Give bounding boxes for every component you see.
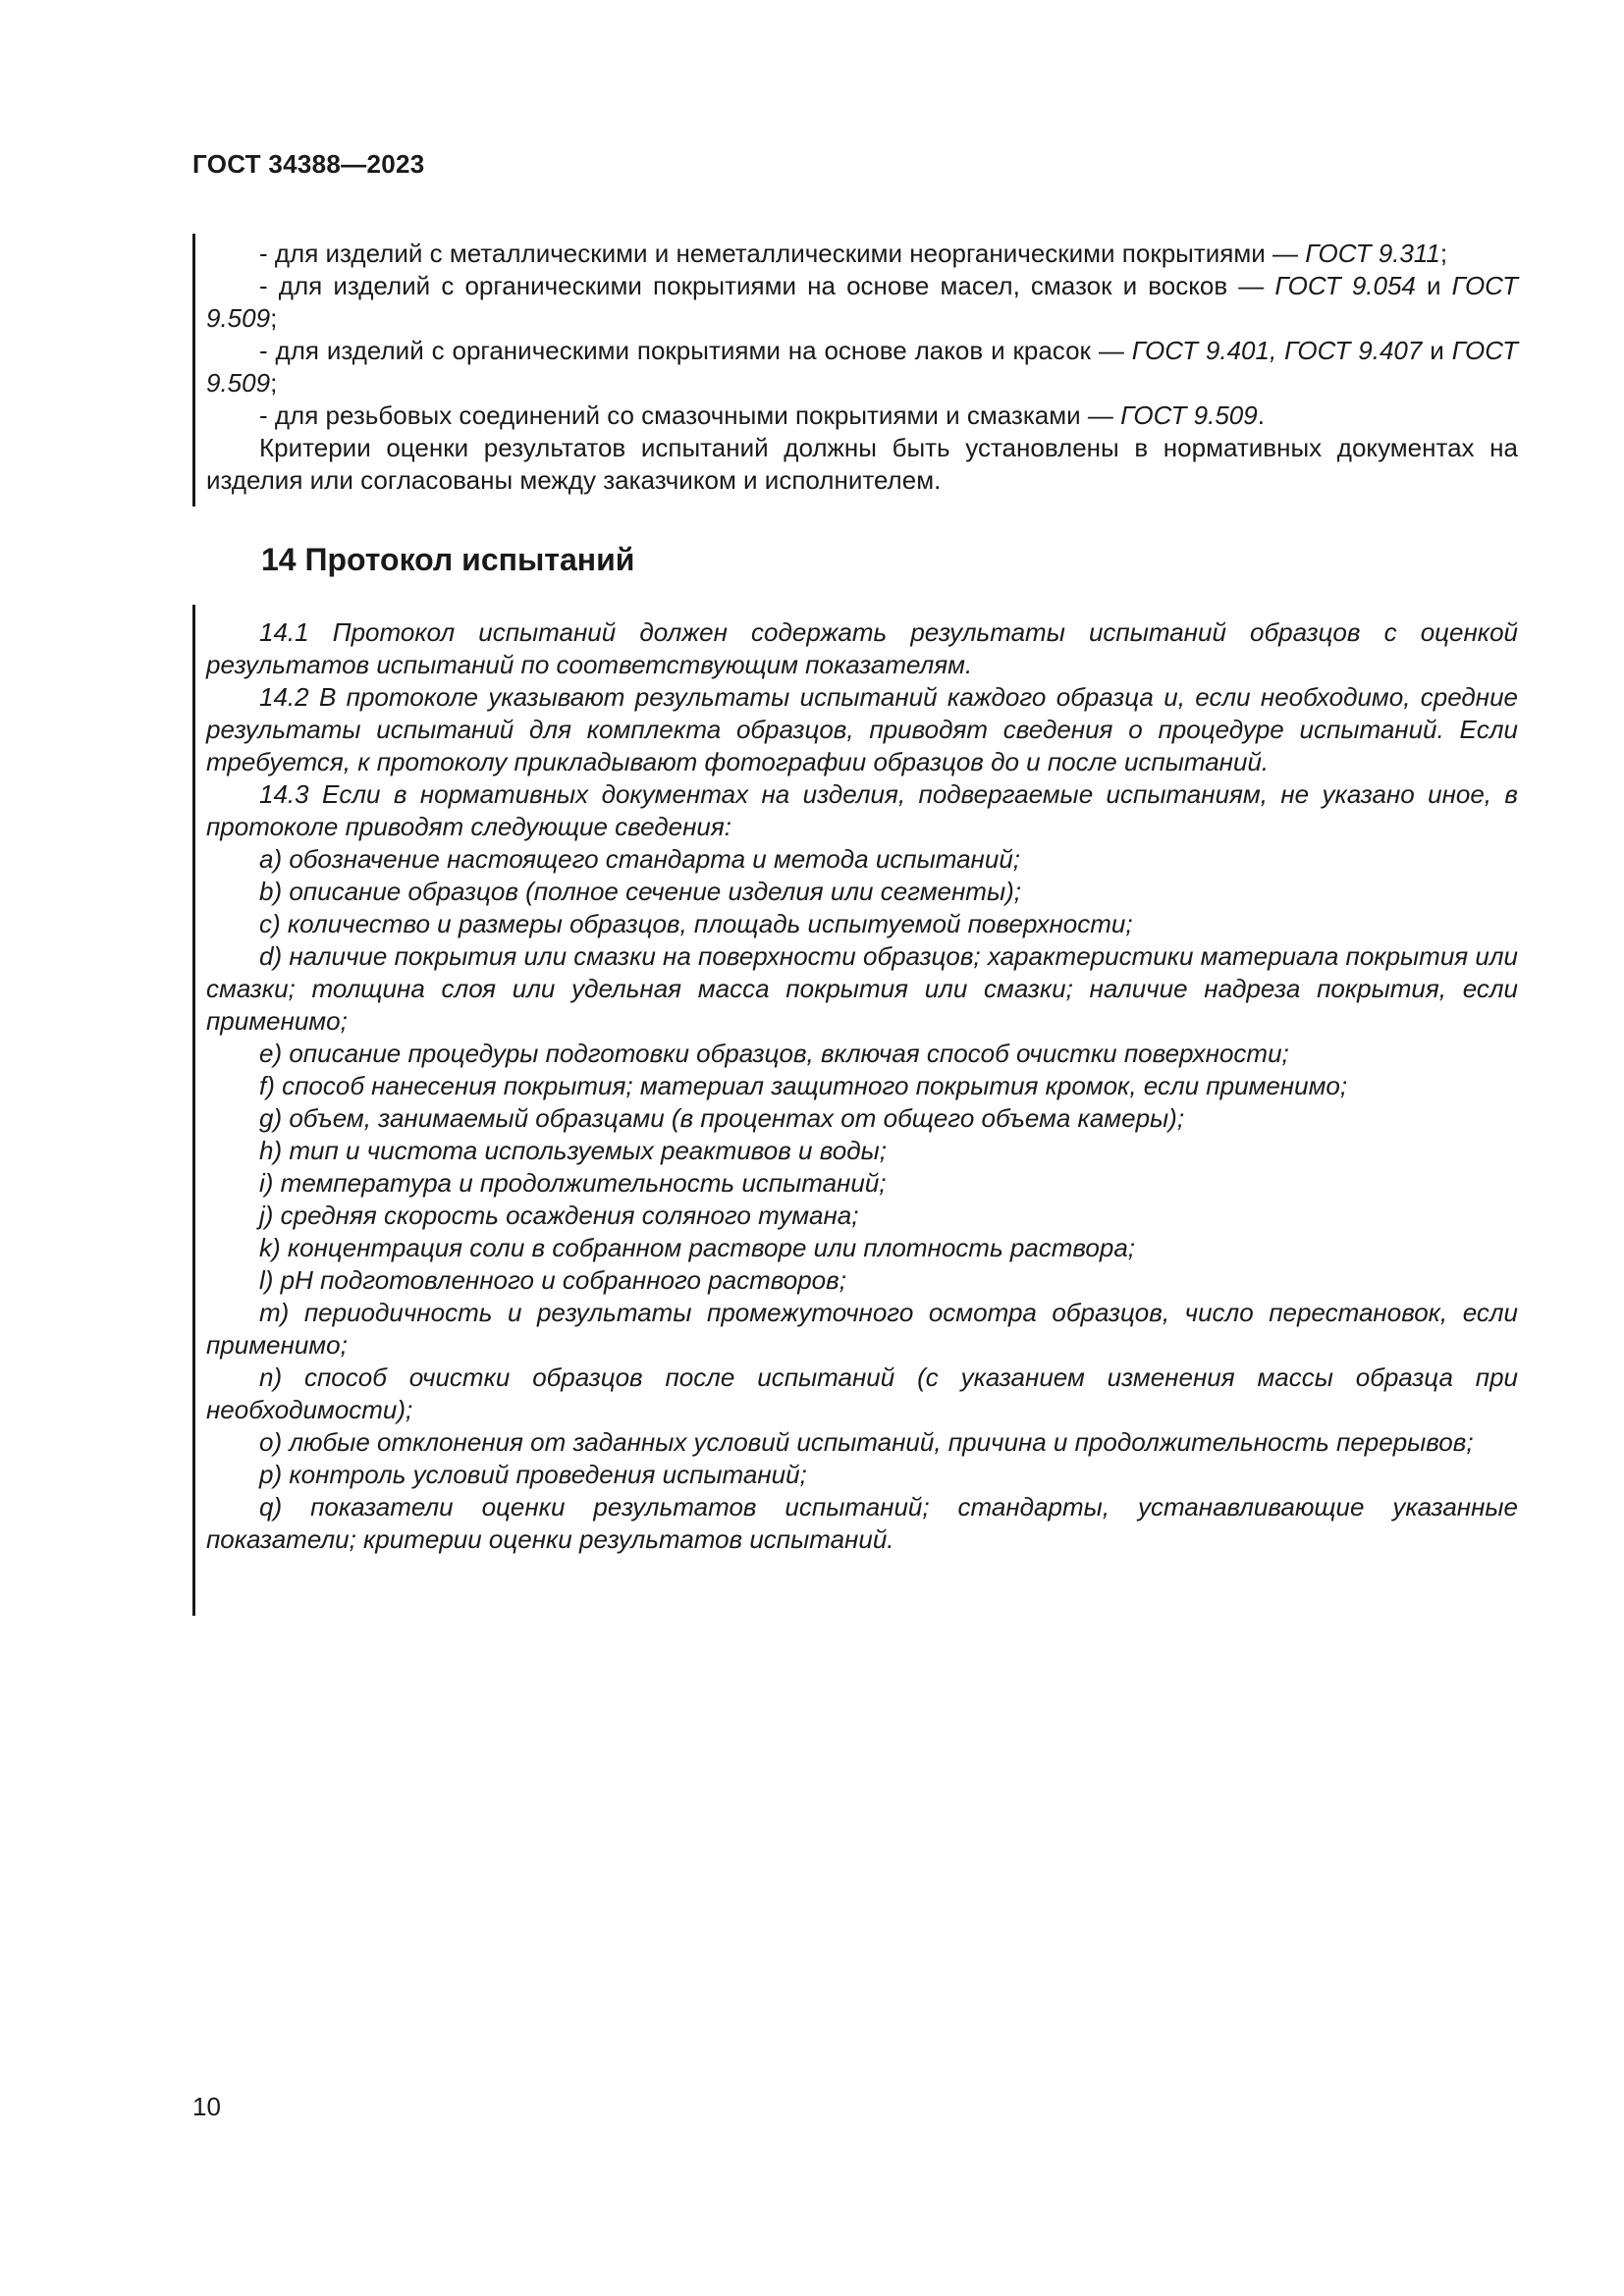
list-item-b: b) описание образцов (полное сечение изделия или сегменты); xyxy=(259,877,1021,906)
revision-bar-top xyxy=(192,234,195,507)
criteria-item: - для резьбовых соединений со смазочными покрытиями и смазками — ГОСТ 9.509. xyxy=(259,400,1265,430)
document-id: ГОСТ 34388—2023 xyxy=(192,149,425,179)
list-item-k: k) концентрация соли в собранном растворе или плотность раствора; xyxy=(259,1233,1136,1262)
list-item-h: h) тип и чистота используемых реактивов и воды; xyxy=(259,1136,887,1165)
list-item-p: p) контроль условий проведения испытаний; xyxy=(259,1460,807,1489)
clause-14-1: 14.1 Протокол испытаний должен содержать результаты испытаний образцов с оценкой результатов испытаний по соответствующим показателям. xyxy=(206,617,1518,679)
list-item-o: o) любые отклонения от заданных условий испытаний, причина и продолжительность перерывов; xyxy=(259,1427,1474,1457)
section-heading: 14 Протокол испытаний xyxy=(261,542,635,577)
criteria-item: - для изделий с органическими покрытиями на основе масел, смазок и восков — ГОСТ 9.054 и ГОСТ 9.509; xyxy=(206,271,1518,333)
clause-14-2: 14.2 В протоколе указывают результаты испытаний каждого образца и, если необходимо, средние результаты испытаний для комплекта образцов, приводят сведения о процедуре испытаний. Если требуется, к протоколу прикладывают фотографии образцов до и после испытаний. xyxy=(206,682,1518,776)
list-item-q: q) показатели оценки результатов испытаний; стандарты, устанавливающие указанные показатели; критерии оценки результатов испытаний. xyxy=(206,1492,1518,1554)
criteria-item: - для изделий с металлическими и неметаллическими неорганическими покрытиями — ГОСТ 9.311; xyxy=(259,239,1448,268)
criteria-block xyxy=(206,238,1518,497)
page-number: 10 xyxy=(192,2092,221,2121)
list-item-e: e) описание процедуры подготовки образцов, включая способ очистки поверхности; xyxy=(259,1039,1289,1068)
list-item-m: m) периодичность и результаты промежуточного осмотра образцов, число перестановок, если применимо; xyxy=(206,1298,1518,1360)
list-item-i: i) температура и продолжительность испытаний; xyxy=(259,1168,887,1198)
criteria-note: Критерии оценки результатов испытаний должны быть установлены в нормативных документах на изделия или согласованы между заказчиком и исполнителем. xyxy=(206,433,1518,495)
list-item-f: f) способ нанесения покрытия; материал защитного покрытия кромок, если применимо; xyxy=(259,1071,1348,1100)
list-item-g: g) объем, занимаемый образцами (в процентах от общего объема камеры); xyxy=(259,1103,1185,1133)
clause-14-3: 14.3 Если в нормативных документах на изделия, подвергаемые испытаниям, не указано иное, в протоколе приводят следующие сведения: xyxy=(206,779,1518,841)
list-item-d: d) наличие покрытия или смазки на поверхности образцов; характеристики материала покрытия или смазки; толщина слоя или удельная масса покрытия или смазки; наличие надреза покрытия, если применимо; xyxy=(206,941,1518,1036)
list-item-l: l) pH подготовленного и собранного растворов; xyxy=(259,1265,846,1295)
list-item-n: n) способ очистки образцов после испытаний (с указанием изменения массы образца при необходимости); xyxy=(206,1362,1518,1424)
revision-bar-section xyxy=(192,605,195,1616)
list-item-a: a) обозначение настоящего стандарта и метода испытаний; xyxy=(259,844,1020,874)
section-body xyxy=(206,616,1518,1556)
list-item-j: j) средняя скорость осаждения соляного тумана; xyxy=(259,1201,859,1230)
list-item-c: c) количество и размеры образцов, площадь испытуемой поверхности; xyxy=(259,909,1133,938)
criteria-item: - для изделий с органическими покрытиями на основе лаков и красок — ГОСТ 9.401, ГОСТ 9.407 и ГОСТ 9.509; xyxy=(206,336,1518,398)
